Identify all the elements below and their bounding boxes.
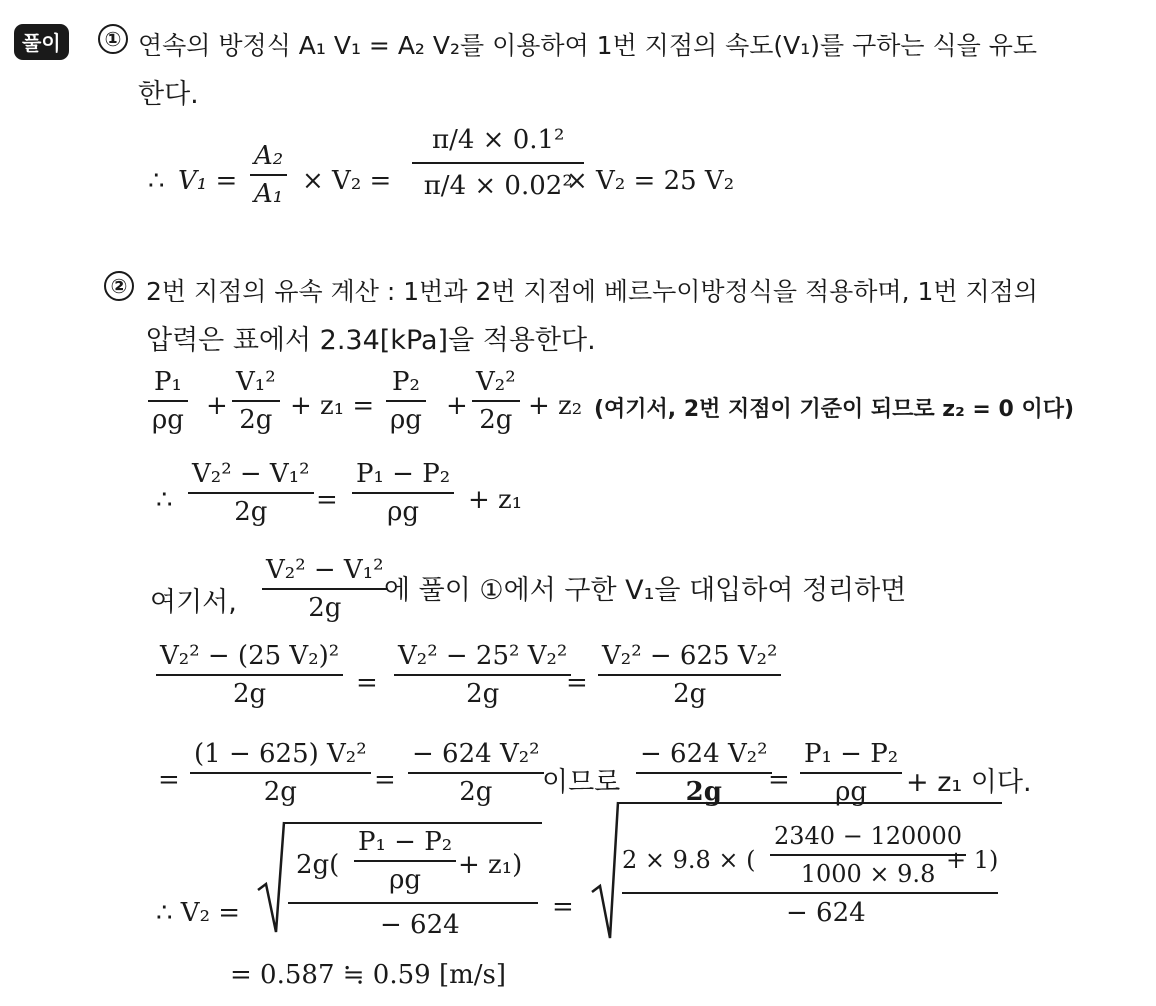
area-numerator: π/4 × 0.1² [432,125,565,155]
line-a-f2-num: V₂² − 25² V₂² [398,641,568,671]
bern-rhog-2: ρg [390,405,422,435]
sqrt-inner-frac-num: P₁ − P₂ [358,827,453,857]
sqrt-lhs: ∴ V₂ = [156,898,241,928]
line-b-eq2: = [768,765,790,795]
step1-eq-v1: V₁ = [178,166,238,196]
line-b-tail: + z₁ 이다. [906,767,1032,798]
rearr-right-frac [352,458,454,528]
radical-bar-2 [618,802,1002,804]
bern-v1-frac [232,366,280,436]
rearr-right-den: ρg [387,497,420,527]
line-a-frac1 [156,640,343,710]
line-a-frac3 [598,640,781,710]
line-a-eq1: = [356,668,378,698]
line-b-f1-num: (1 − 625) V₂² [194,739,367,769]
subst-frac-num: V₂² − V₁² [266,555,384,585]
line-a-f1-num: V₂² − (25 V₂)² [160,641,340,671]
bern-v1sq: V₁² [236,367,276,397]
step1-eq-result: × V₂ = 25 V₂ [566,166,735,196]
line-b-eq0: = [158,765,180,795]
step1-text-line1: 연속의 방정식 A₁ V₁ = A₂ V₂를 이용하여 1번 지점의 속도(V₁)를 구하는 식을 유도 [138,31,1038,60]
sqrt-main-bar-2 [622,892,998,894]
rearr-left-num: V₂² − V₁² [192,459,310,489]
line-a-f2-den: 2g [466,679,500,709]
subst-frac-den: 2g [308,593,342,623]
line-b-f1-den: 2g [263,777,297,807]
line-b-mid: 이므로 [542,767,621,798]
line-a-f1-den: 2g [233,679,267,709]
sqrt-inner-a: 2g( [296,850,340,880]
radical-sign-1 [256,820,286,940]
line-b-f4-den: ρg [835,777,868,807]
rearr-right-num: P₁ − P₂ [356,459,451,489]
sqrt-inner-frac [354,826,456,896]
sqrt-num2-frac [770,820,966,890]
step2-marker: ② [104,271,134,301]
line-b-f2-den: 2g [459,777,493,807]
step1-text-line2: 한다. [138,79,199,110]
bern-v2-frac [472,366,520,436]
subst-text-b: 에 풀이 ①에서 구한 V₁을 대입하여 정리하면 [384,575,907,606]
ratio-numerator: A₂ [254,141,284,171]
line-b-f3-den: 2g [685,777,722,807]
sqrt-num2-b: + 1) [946,846,999,874]
line-b-frac1 [190,738,371,808]
line-b-f4-num: P₁ − P₂ [804,739,899,769]
rearr-eq: = [316,485,338,515]
line-b-f3-num: − 624 V₂² [640,739,768,769]
bern-p1-frac [148,366,188,436]
bern-plus-1: + [206,391,228,421]
bern-p1: P₁ [154,367,182,397]
rearr-left-frac [188,458,314,528]
line-a-frac2 [394,640,571,710]
sqrt-num2-frac-den: 1000 × 9.8 [800,860,936,888]
bern-rhog-1: ρg [152,405,184,435]
bern-note: (여기서, 2번 지점이 기준이 되므로 z₂ = 0 이다) [594,397,1075,422]
step1-ratio-fraction [250,140,287,210]
ratio-denominator: A₁ [254,179,284,209]
sqrt-num2-frac-num: 2340 − 120000 [774,822,963,850]
line-a-f3-num: V₂² − 625 V₂² [602,641,778,671]
line-b-eq1: = [374,765,396,795]
rearr-left-den: 2g [234,497,268,527]
rearr-therefore: ∴ [156,485,173,515]
line-b-f2-num: − 624 V₂² [412,739,540,769]
area-denominator: π/4 × 0.02² [423,171,573,201]
sqrt-num2-a: 2 × 9.8 × ( [622,846,756,874]
rearr-tail: + z₁ [468,485,523,515]
bern-v2sq: V₂² [476,367,516,397]
step1-eq-times-v2: × V₂ = [302,166,392,196]
bern-p2: P₂ [392,367,420,397]
bern-z1: + z₁ = [290,391,375,421]
sqrt-main-bar-1 [288,902,538,904]
step2-text-line1: 2번 지점의 유속 계산 : 1번과 2번 지점에 베르누이방정식을 적용하며, 1번 지점의 [146,277,1038,306]
line-b-frac4 [800,738,902,808]
final-answer: = 0.587 ≒ 0.59 [m/s] [230,960,506,990]
subst-text-a: 여기서, [150,587,237,618]
bern-plus-2: + [446,391,468,421]
radical-bar-1 [284,822,542,824]
step1-area-fraction [412,120,584,206]
line-a-f3-den: 2g [673,679,707,709]
line-a-eq2: = [566,668,588,698]
solution-badge: 풀이 [14,24,69,60]
bern-z2: + z₂ [528,391,583,421]
sqrt-eq: = [552,892,574,922]
bern-2g-2: 2g [479,405,513,435]
sqrt-inner-b: + z₁) [458,850,523,880]
sqrt-inner-frac-den: ρg [389,865,422,895]
step1-marker: ① [98,24,128,54]
sqrt-den-a: − 624 [380,910,460,940]
step1-eq-therefore: ∴ [148,166,165,196]
bern-2g-1: 2g [239,405,273,435]
bern-p2-frac [386,366,426,436]
subst-frac [262,554,388,624]
line-b-frac3 [636,738,772,808]
radical-sign-2 [590,800,620,940]
line-b-frac2 [408,738,544,808]
step2-text-line2: 압력은 표에서 2.34[kPa]을 적용한다. [146,325,596,356]
sqrt-den-b: − 624 [786,898,866,928]
